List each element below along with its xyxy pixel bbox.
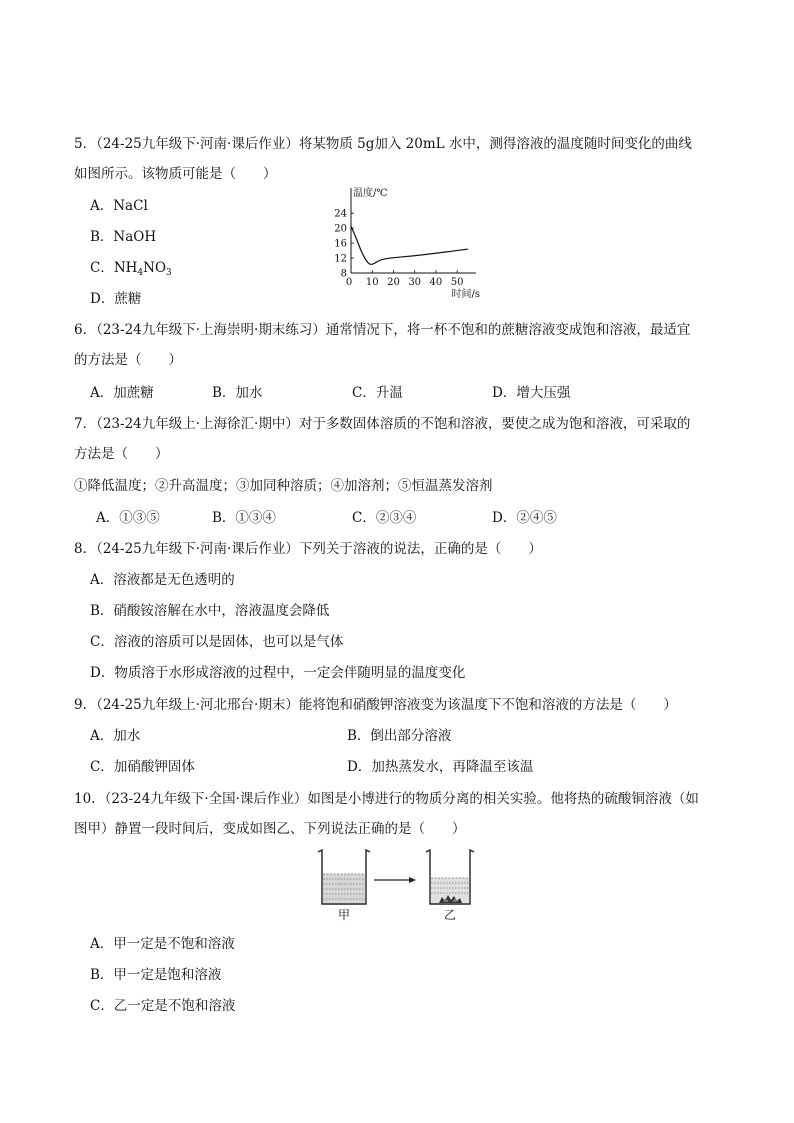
q6-option-b: B．加水	[212, 385, 263, 401]
y-tick-label: 16	[334, 238, 347, 250]
q7-option-b: B．①③④	[212, 510, 276, 526]
q10-option-c: C．乙一定是不饱和溶液	[90, 998, 236, 1014]
q7-option-a: A．①③⑤	[96, 510, 160, 526]
q10-stem-line1: 10．（23-24九年级下·全国·课后作业）如图是小博进行的物质分离的相关实验。他将热的硫酸铜溶液（如	[74, 791, 699, 807]
q8-option-a: A．溶液都是无色透明的	[90, 572, 235, 588]
q9-options-row1	[0, 726, 794, 746]
q5-option-c: C．$NH_4NO_3$	[90, 260, 172, 278]
q5-option-a: A．NaCl	[90, 198, 148, 214]
y-tick-label: 20	[334, 223, 347, 235]
solution-jia	[323, 874, 365, 903]
q10-option-a: A．甲一定是不饱和溶液	[90, 936, 235, 952]
x-tick-label: 40	[429, 277, 443, 288]
q8-stem-line1: 8．（24-25九年级下·河南·课后作业）下列关于溶液的说法，正确的是（ ）	[74, 541, 542, 557]
beaker-label-jia: 甲	[337, 908, 351, 922]
beaker-jia	[318, 850, 370, 904]
beaker-yi	[426, 850, 474, 904]
q7-option-c: C．②③④	[352, 510, 417, 526]
q10-stem-line2: 图甲）静置一段时间后，变成如图乙、下列说法正确的是（ ）	[74, 821, 466, 837]
q6-options	[0, 383, 794, 403]
q7-stem-line3: ①降低温度；②升高温度；③加同种溶质；④加溶剂；⑤恒温蒸发溶剂	[74, 478, 493, 494]
y-tick-label: 24	[334, 208, 347, 220]
x-axis-label: 时间/s	[451, 289, 480, 300]
temperature-time-chart	[330, 182, 480, 302]
beaker-experiment-figure	[312, 846, 476, 924]
temperature-curve	[351, 226, 468, 264]
q9-stem-line1: 9．（24-25九年级上·河北邢台·期末）能将饱和硝酸钾溶液变为该温度下不饱和溶液的方法是（ ）	[74, 697, 677, 713]
q5-stem-line1: 5．（24-25九年级下·河南·课后作业）将某物质 5g加入 20mL 水中，测得溶液的温度随时间变化的曲线	[74, 136, 692, 152]
q6-option-a: A．加蔗糖	[90, 385, 154, 401]
beaker-label-yi: 乙	[443, 908, 457, 922]
q6-option-d: D．增大压强	[492, 385, 571, 401]
x-tick-label: 10	[365, 277, 379, 288]
q6-option-c: C．升温	[352, 385, 403, 401]
q9-option-c: C．加硝酸钾固体	[90, 759, 195, 775]
q5-stem-line2: 如图所示。该物质可能是（ ）	[74, 166, 277, 182]
arrow-icon	[374, 877, 416, 883]
q8-option-d: D．物质溶于水形成溶液的过程中，一定会伴随明显的温度变化	[90, 665, 466, 681]
x-tick-label: 20	[387, 277, 400, 288]
q9-option-d: D．加热蒸发水，再降温至该温	[347, 759, 534, 775]
q9-option-a: A．加水	[90, 728, 141, 744]
y-tick-label: 12	[334, 253, 347, 265]
q9-options-row2	[0, 757, 794, 777]
q7-option-d: D．②④⑤	[492, 510, 557, 526]
q6-stem-line1: 6．（23-24九年级下·上海崇明·期末练习）通常情况下，将一杯不饱和的蔗糖溶液变成饱和溶液，最适宜	[74, 322, 691, 338]
q7-stem-line2: 方法是（ ）	[74, 446, 169, 462]
q6-stem-line2: 的方法是（ ）	[74, 352, 182, 368]
y-tick-label: 8	[340, 268, 347, 280]
x-tick-label: 50	[450, 277, 464, 288]
q5-option-b: B．NaOH	[90, 229, 157, 245]
q7-options	[0, 508, 794, 528]
q8-option-c: C．溶液的溶质可以是固体，也可以是气体	[90, 634, 344, 650]
q7-stem-line1: 7．（23-24九年级上·上海徐汇·期中）对于多数固体溶质的不饱和溶液，要使之成为饱和溶液，可采取的	[74, 416, 691, 432]
x-tick-label: 30	[408, 277, 422, 288]
q10-option-b: B．甲一定是饱和溶液	[90, 967, 222, 983]
x-tick-label: 0	[345, 277, 353, 288]
y-axis-label: 温度/℃	[353, 188, 388, 199]
q5-option-d: D．蔗糖	[90, 291, 142, 307]
q8-option-b: B．硝酸铵溶解在水中，溶液温度会降低	[90, 603, 330, 619]
q9-option-b: B．倒出部分溶液	[347, 728, 452, 744]
